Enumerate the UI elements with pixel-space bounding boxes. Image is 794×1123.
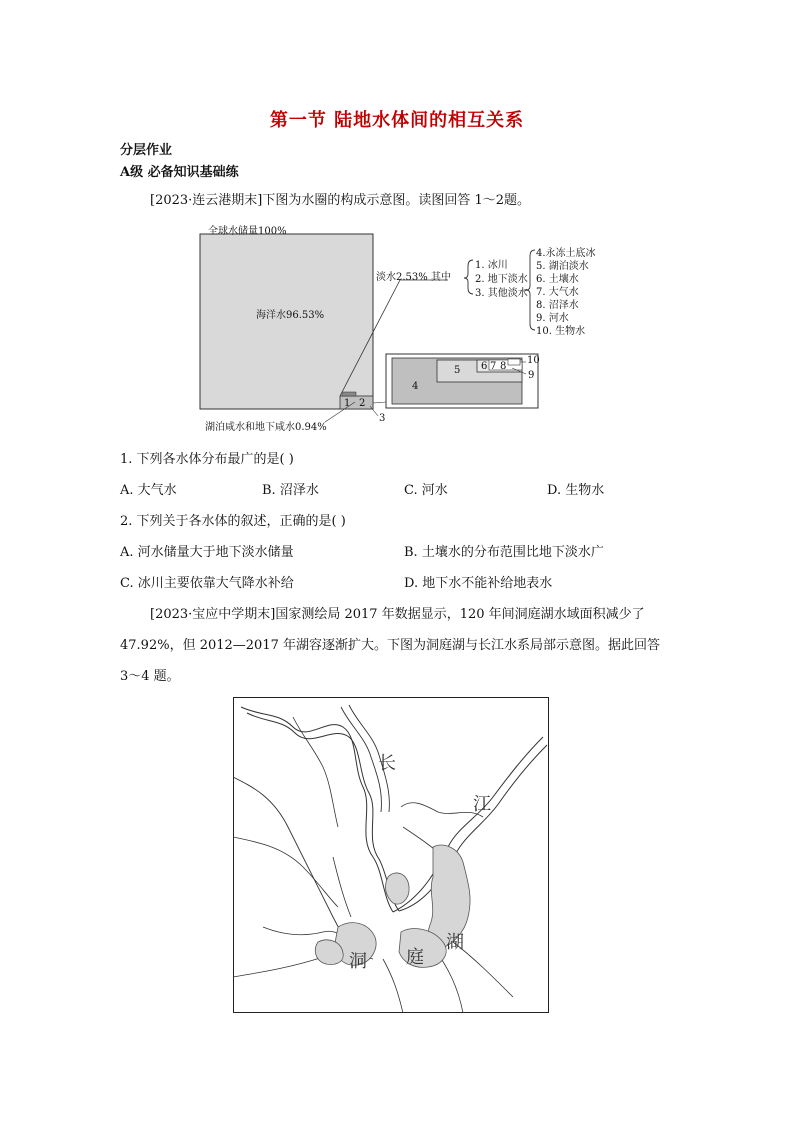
small-num-1: 1	[344, 398, 351, 409]
intro-paragraph-2-line-1: [2023·宝应中学期末]国家测绘局 2017 年数据显示，120 年间洞庭湖水域面积减少了	[150, 607, 645, 622]
zoom-num-5: 5	[454, 365, 461, 376]
section-label: 分层作业	[120, 143, 173, 158]
map-label-dong: 洞	[349, 951, 367, 972]
zoom-num-8: 8	[500, 361, 507, 372]
q1-option-d: D. 生物水	[547, 483, 605, 498]
other-type-7: 7. 大气水	[536, 287, 579, 298]
other-type-8: 8. 沼泽水	[536, 300, 579, 311]
zoom-num-7: 7	[490, 361, 497, 372]
small-num-3: 3	[379, 413, 386, 424]
map-label-jiang: 江	[473, 794, 491, 815]
zoom-num-6: 6	[481, 361, 488, 372]
dongting-lake-map	[233, 697, 549, 1013]
other-type-10: 10. 生物水	[536, 326, 586, 337]
intro-paragraph-2-line-3: 3～4 题。	[120, 669, 180, 684]
q1-option-c: C. 河水	[404, 483, 448, 498]
zoom-num-10: 10	[527, 355, 540, 366]
fresh-type-3: 3. 其他淡水	[475, 288, 528, 299]
q1-option-b: B. 沼泽水	[262, 483, 319, 498]
q2-option-d: D. 地下水不能补给地表水	[404, 576, 553, 591]
zoom-num-9: 9	[528, 370, 535, 381]
question-2-stem: 2. 下列关于各水体的叙述，正确的是( )	[120, 514, 346, 529]
diagram-total-label: 全球水储量100%	[208, 226, 287, 237]
small-num-2: 2	[359, 398, 366, 409]
diagram-salt-label: 湖泊咸水和地下咸水0.94%	[205, 422, 327, 433]
diagram-fresh-label: 淡水2.53% 其中	[376, 272, 451, 283]
q2-option-b: B. 土壤水的分布范围比地下淡水广	[404, 545, 604, 560]
fresh-type-2: 2. 地下淡水	[475, 274, 528, 285]
level-label: A级 必备知识基础练	[120, 165, 239, 180]
map-label-chang: 长	[378, 753, 396, 774]
map-label-hu: 湖	[446, 932, 464, 953]
q2-option-a: A. 河水储量大于地下淡水储量	[120, 545, 294, 560]
other-type-6: 6. 土壤水	[536, 274, 579, 285]
question-1-stem: 1. 下列各水体分布最广的是( )	[120, 452, 294, 467]
diagram-ocean-label: 海洋水96.53%	[256, 310, 325, 321]
page-title: 第一节 陆地水体间的相互关系	[269, 110, 525, 131]
zoom-num-4: 4	[412, 381, 419, 392]
intro-paragraph-1: [2023·连云港期末]下图为水圈的构成示意图。读图回答 1～2题。	[150, 193, 531, 208]
map-label-ting: 庭	[406, 947, 424, 968]
fresh-type-1: 1. 冰川	[475, 260, 508, 271]
other-type-4: 4.永冻土底冰	[536, 248, 596, 259]
q1-option-a: A. 大气水	[120, 483, 177, 498]
q2-option-c: C. 冰川主要依靠大气降水补给	[120, 576, 294, 591]
other-type-9: 9. 河水	[536, 313, 569, 324]
intro-paragraph-2-line-2: 47.92%，但 2012—2017 年湖容逐渐扩大。下图为洞庭湖与长江水系局部示意图。据此回答	[120, 638, 661, 653]
other-type-5: 5. 湖泊淡水	[536, 261, 589, 272]
